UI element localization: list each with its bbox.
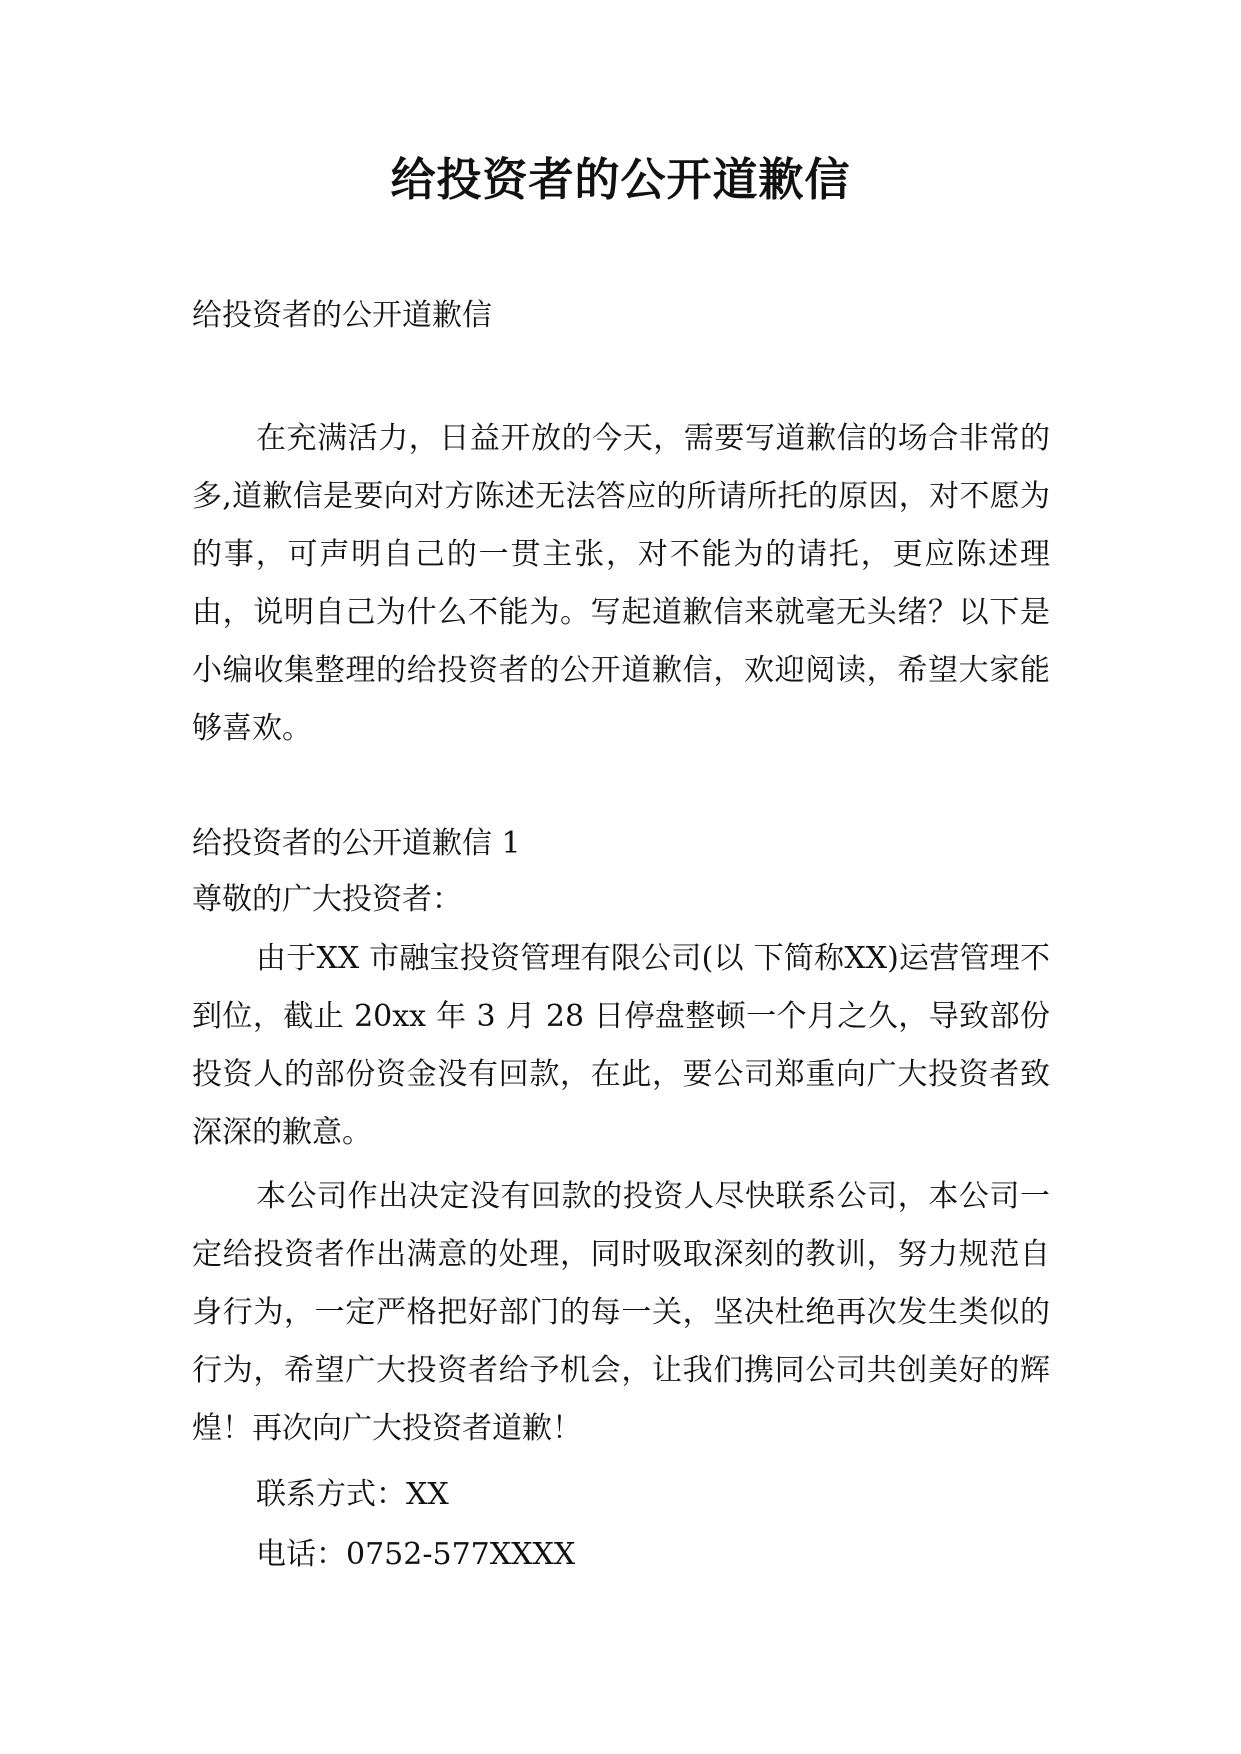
apology-paragraph-1: 由于XX 市融宝投资管理有限公司(以 下简称XX)运营管理不到位，截止 20xx 年 3 月 28 日停盘整顿一个月之久，导致部份投资人的部份资金没有回款，在此，要公司郑重向广大投资者致深深的歉意。 (192, 941, 1050, 1150)
intro-paragraph: 在充满活力，日益开放的今天，需要写道歉信的场合非常的多,道歉信是要向对方陈述无法答应的所请所托的原因，对不愿为的事，可声明自己的一贯主张，对不能为的请托，更应陈述理由，说明自己为什么不能为。写起道歉信来就毫无头绪？以下是小编收集整理的给投资者的公开道歉信，欢迎阅读，希望大家能够喜欢。 (192, 421, 1050, 746)
document-title: 给投资者的公开道歉信 (390, 153, 851, 206)
contact-line: 联系方式：XX (256, 1477, 449, 1512)
phone-line: 电话：0752-577XXXX (256, 1537, 576, 1572)
apology-paragraph-2: 本公司作出决定没有回款的投资人尽快联系公司，本公司一定给投资者作出满意的处理，同时吸取深刻的教训，努力规范自身行为，一定严格把好部门的每一关，坚决杜绝再次发生类似的行为，希望广大投资者给予机会，让我们携同公司共创美好的辉煌！再次向广大投资者道歉！ (192, 1179, 1050, 1446)
document-subtitle: 给投资者的公开道歉信 (192, 298, 492, 333)
salutation: 尊敬的广大投资者： (192, 882, 462, 917)
section-heading: 给投资者的公开道歉信 1 (192, 826, 521, 861)
